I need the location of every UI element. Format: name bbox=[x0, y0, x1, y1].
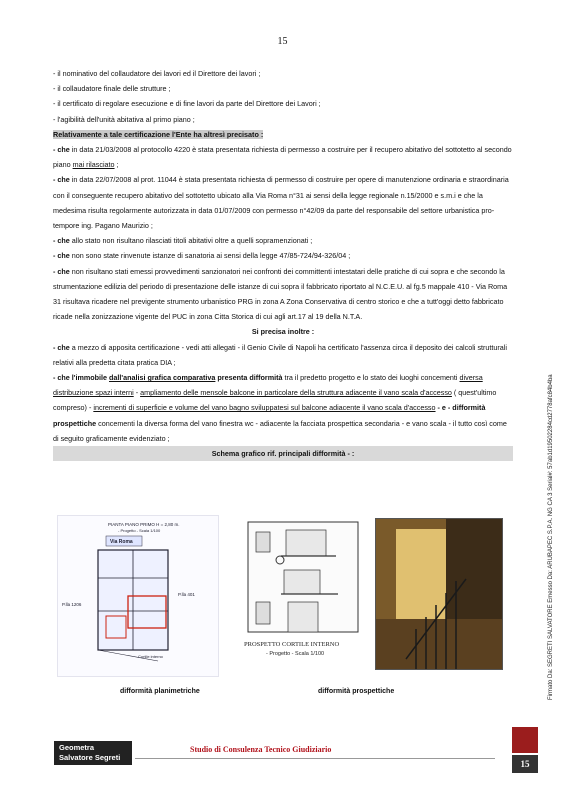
facade-drawing bbox=[226, 518, 376, 668]
footer-divider bbox=[135, 758, 495, 759]
footer-studio: Studio di Consulenza Tecnico Giudiziario bbox=[190, 745, 332, 754]
paragraph: - che in data 21/03/2008 al protocollo 4220 è stata presentata richiesta di permesso a costruire per il recupero abitativo del sottotetto al secondo piano mai rilasciato ; bbox=[53, 145, 512, 170]
list-item: - il collaudatore finale delle strutture ; bbox=[53, 84, 171, 94]
paragraph: - che allo stato non risultano rilasciati titoli abitativi oltre a quelli sopramenzionati ; bbox=[53, 236, 313, 246]
paragraph: - che non risultano stati emessi provvedimenti sanzionatori nei confronti dei committenti intestatari delle pratiche di cui sopra e che secondo la strumentazione edilizia del periodo di presentazione delle istanze di cui sopra il fabbricato riportato al N.C.E.U. al fg.5 mappale 410 - Via Roma 31 risultava ricadere nel previgente strumento urbanistico PRG in zona A Zona Conservativa di centro storico e che a tutt'oggi detto fabbricato ricade nella zonizzazione vigente del PUC in zona Citta Storica di cui agli art.17 al 19 della N.T.A. bbox=[53, 266, 508, 322]
stamp-line1: Geometra bbox=[59, 743, 95, 752]
facade-image bbox=[226, 518, 376, 668]
list-item: - il certificato di regolare esecuzione e di fine lavori da parte del Direttore dei Lavori ; bbox=[53, 99, 321, 109]
stairwell-photo-drawing bbox=[376, 519, 502, 669]
footer-accent bbox=[512, 727, 538, 753]
facade-subtitle: - Progetto - Scala 1/100 bbox=[266, 651, 325, 657]
floor-plan-image bbox=[57, 515, 219, 677]
section-heading: Si precisa inoltre : bbox=[251, 327, 315, 337]
svg-text:Cortile interno: Cortile interno bbox=[138, 654, 163, 659]
svg-text:P.lla 1206: P.lla 1206 bbox=[62, 602, 82, 607]
svg-text:P.lla 401: P.lla 401 bbox=[178, 592, 195, 597]
highlight-heading: Relativamente a tale certificazione l'Ente ha altresì precisato : bbox=[53, 129, 264, 139]
plan-title: PIANTA PIANO PRIMO H = 2,80 m. bbox=[108, 522, 180, 527]
stamp-line2: Salvatore Segreti bbox=[59, 753, 121, 762]
author-stamp bbox=[54, 741, 132, 765]
label-plan: difformità planimetriche bbox=[120, 688, 200, 695]
label-facade: difformità prospettiche bbox=[318, 688, 395, 695]
document-body bbox=[53, 66, 513, 461]
schema-caption: Schema grafico rif. principali difformità - : bbox=[53, 446, 513, 461]
floor-plan-drawing bbox=[58, 516, 218, 676]
paragraph: - che non sono state rinvenute istanze di sanatoria ai sensi della legge 47/85-724/94-326/04 ; bbox=[53, 251, 351, 261]
list-item: - l'agibilità dell'unità abitativa al primo piano ; bbox=[53, 114, 195, 124]
paragraph: - che a mezzo di apposita certificazione - vedi atti allegati - il Genio Civile di Napoli ha certificato l'assenza circa il deposito dei calcoli strutturali relativi alla predetta citata pratica DIA ; bbox=[53, 342, 507, 367]
signature-note: Firmato Da: SEGRETI SALVATORE Emesso Da: ARUBAPEC S.P.A. NG CA 3 Serial#: 57ab1d19502284cd2778afc84b4ba bbox=[548, 374, 554, 700]
plan-via-label: Via Roma bbox=[110, 539, 133, 545]
stairwell-photo bbox=[375, 518, 503, 670]
page-number: 15 bbox=[277, 36, 288, 47]
facade-title: PROSPETTO CORTILE INTERNO bbox=[244, 641, 340, 648]
footer-page-number: 15 bbox=[512, 755, 538, 773]
list-item: - il nominativo del collaudatore dei lavori ed il Direttore dei lavori ; bbox=[53, 69, 261, 78]
paragraph: - che in data 22/07/2008 al prot. 11044 è stata presentata richiesta di permesso di costruire per opere di manutenzione ordinaria e straordinaria con il conseguente recupero abitativo del sottotetto ubicato alla Via Roma n°31 ai sensi della legge regionale n.15/2000 e s.m.i e che la medesima risulta regolarmente autorizzata in data 01/07/2009 con permesso n°42/09 da parte del responsabile del settore urbanistica pro-tempore ing. Pagano Maurizio ; bbox=[53, 175, 509, 231]
plan-subtitle: - Progetto - Scala 1/100 bbox=[118, 528, 161, 533]
paragraph: - che l'immobile dall'analisi grafica comparativa presenta difformità tra il predetto progetto e lo stato dei luoghi concementi diversa distribuzione spazi interni - ampliamento delle mensole balcone in particolare della struttura adiacente il vano scala d'accesso ( quest'ultimo compreso) - incrementi di superficie e volume del vano bagno sviluppatesi sul balcone adiacente il vano scala d'accesso - e - difformità prospettiche concementi la diversa forma del vano finestra wc - adiacente la facciata prospettica secondaria - e vano scala - il tutto così come di seguito graficamente evidenziato ; bbox=[53, 373, 507, 443]
